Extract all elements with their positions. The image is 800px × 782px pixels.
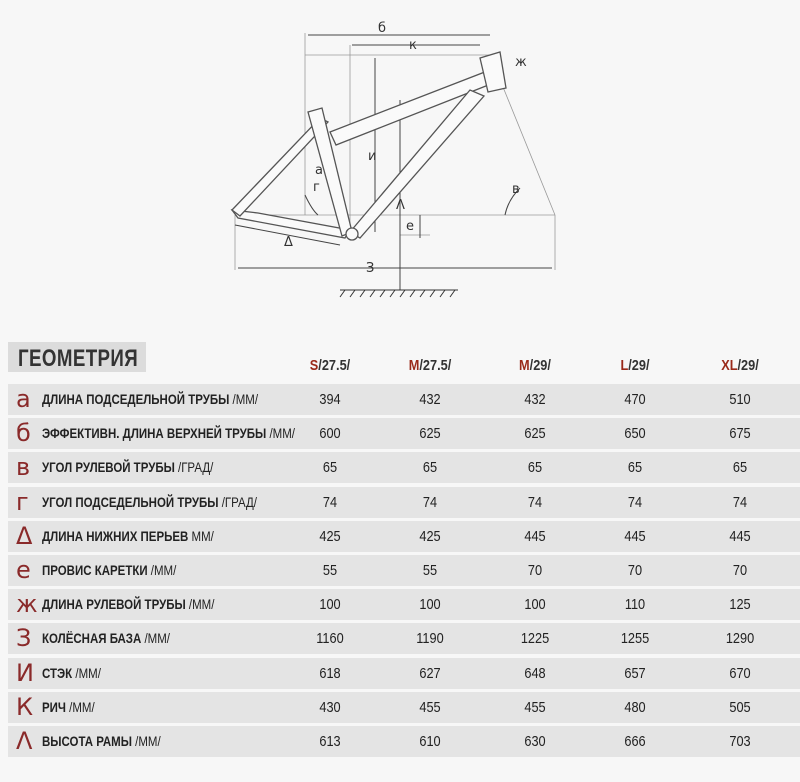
row-unit: /ММ/ (65, 698, 95, 715)
column-header (392, 357, 469, 374)
table-cell: 650 (624, 425, 646, 443)
table-cell: 74 (422, 493, 438, 511)
size-code: L (620, 357, 629, 374)
table-cell: 425 (319, 527, 341, 545)
table-cell: 65 (527, 459, 543, 477)
table-cell: 1225 (520, 630, 550, 648)
table-cell: 70 (527, 562, 543, 579)
table-cell: 703 (729, 733, 751, 750)
column-header (292, 357, 369, 374)
table-cell: 100 (524, 596, 546, 614)
table-row (8, 726, 800, 757)
row-label (42, 391, 258, 407)
row-label (42, 665, 101, 681)
label-a: а (315, 163, 323, 178)
row-label (42, 630, 170, 646)
row-label-text: РИЧ (42, 698, 66, 715)
table-cell: 600 (319, 425, 341, 443)
angle-g-arc (305, 195, 318, 215)
table-cell: 470 (624, 391, 646, 408)
table-cell: 625 (419, 425, 441, 443)
table-row (8, 692, 800, 723)
table-cell: 455 (524, 698, 546, 716)
table-row (8, 555, 800, 586)
row-letter: в (16, 453, 31, 482)
wheel-size: /29/ (628, 357, 650, 374)
row-label-text: ВЫСОТА РАМЫ (42, 733, 132, 749)
page-title: ГЕОМЕТРИЯ (18, 345, 139, 372)
table-cell: 630 (524, 733, 546, 750)
table-cell: 455 (419, 698, 441, 716)
table-cell: 74 (527, 493, 543, 511)
table-cell: 1160 (316, 630, 344, 648)
table-cell: 432 (524, 391, 546, 408)
row-unit: /ММ/ (229, 391, 259, 407)
table-cell: 100 (419, 596, 441, 614)
table-cell: 648 (524, 664, 546, 682)
table-cell: 670 (729, 664, 751, 682)
frame-geometry-diagram (0, 0, 800, 330)
size-code: M (519, 357, 530, 374)
table-cell: 65 (422, 459, 438, 477)
size-code: S (309, 357, 319, 374)
table-cell: 627 (419, 664, 441, 682)
table-cell: 74 (732, 493, 748, 511)
table-cell: 1290 (725, 630, 755, 648)
table-cell: 74 (322, 493, 338, 511)
table-cell: 100 (319, 596, 341, 614)
row-label-text: УГОЛ РУЛЕВОЙ ТРУБЫ (42, 459, 175, 476)
row-unit: /ММ/ (72, 664, 101, 681)
row-unit: /ММ/ (266, 425, 295, 442)
row-unit: /ММ/ (141, 630, 170, 647)
table-cell: 510 (729, 391, 751, 408)
column-header (497, 357, 574, 374)
table-cell: 613 (319, 733, 341, 750)
table-cell: 445 (729, 527, 751, 545)
bottom-bracket (346, 228, 358, 240)
row-unit: ММ/ (188, 527, 214, 544)
table-row (8, 623, 800, 654)
table-cell: 55 (422, 562, 438, 579)
row-unit: /ММ/ (131, 733, 161, 749)
row-label-text: УГОЛ ПОДСЕДЕЛЬНОЙ ТРУБЫ (42, 493, 219, 510)
table-cell: 110 (624, 596, 646, 614)
row-label (42, 596, 214, 612)
row-label-text: КОЛЁСНАЯ БАЗА (42, 630, 142, 647)
table-row (8, 452, 800, 483)
table-cell: 425 (419, 527, 441, 545)
table-cell: 666 (624, 733, 646, 750)
row-label (42, 425, 295, 441)
column-header (597, 357, 674, 374)
table-cell: 65 (322, 459, 338, 477)
size-code: XL (721, 357, 738, 374)
row-letter: ж (16, 590, 38, 619)
table-row (8, 418, 800, 449)
row-label-text: ДЛИНА ПОДСЕДЕЛЬНОЙ ТРУБЫ (42, 391, 230, 407)
label-v: в (512, 182, 520, 197)
row-unit: /ММ/ (147, 562, 177, 578)
table-cell: 430 (319, 698, 341, 716)
table-cell: 445 (624, 527, 646, 545)
row-letter: г (16, 487, 29, 516)
row-unit: /ГРАД/ (174, 459, 214, 476)
row-letter: б (16, 419, 31, 448)
table-cell: 1190 (416, 630, 444, 648)
row-label-text: СТЭК (42, 664, 73, 681)
table-cell: 432 (419, 391, 441, 408)
row-label (42, 733, 161, 749)
row-label-text: ЭФФЕКТИВН. ДЛИНА ВЕРХНЕЙ ТРУБЫ (42, 425, 267, 442)
wheel-size: /27.5/ (419, 357, 452, 374)
wheel-size: /29/ (529, 357, 551, 374)
table-row (8, 589, 800, 620)
table-cell: 675 (729, 425, 751, 443)
size-code: M (408, 357, 420, 374)
row-letter: а (16, 385, 31, 413)
label-g: г (313, 180, 320, 195)
row-label-text: ДЛИНА НИЖНИХ ПЕРЬЕВ (42, 527, 189, 544)
table-row (8, 384, 800, 415)
row-letter: З (16, 624, 32, 653)
table-row (8, 487, 800, 518)
label-e: е (406, 219, 414, 234)
row-label (42, 494, 257, 510)
row-label-text: ПРОВИС КАРЕТКИ (42, 562, 148, 578)
table-cell: 505 (729, 698, 751, 716)
label-l: Λ (396, 198, 405, 213)
label-b: б (378, 21, 387, 36)
row-letter: И (16, 658, 34, 687)
table-cell: 445 (524, 527, 546, 545)
row-label (42, 699, 95, 715)
row-label-text: ДЛИНА РУЛЕВОЙ ТРУБЫ (42, 596, 186, 613)
wheel-size: /29/ (737, 357, 759, 374)
table-cell: 618 (319, 664, 341, 682)
table-cell: 394 (319, 391, 341, 408)
table-cell: 657 (624, 664, 646, 682)
label-i: и (368, 149, 377, 164)
table-row (8, 521, 800, 552)
chainstay (232, 210, 350, 238)
label-zh: ж (515, 55, 527, 70)
row-letter: е (16, 556, 31, 584)
table-cell: 65 (627, 459, 643, 477)
wheel-size: /27.5/ (318, 357, 351, 374)
row-label (42, 562, 176, 578)
table-cell: 55 (322, 562, 338, 579)
table-cell: 125 (729, 596, 751, 614)
row-letter: Δ (16, 521, 33, 550)
row-letter: Λ (16, 727, 33, 755)
table-cell: 74 (627, 493, 643, 511)
label-k: к (409, 38, 417, 53)
table-cell: 65 (732, 459, 748, 477)
table-cell: 625 (524, 425, 546, 443)
row-unit: /ММ/ (185, 596, 215, 613)
row-letter: К (16, 692, 34, 721)
label-d: Δ (284, 235, 293, 250)
table-cell: 70 (627, 562, 643, 579)
table-cell: 610 (419, 733, 441, 750)
row-unit: /ГРАД/ (218, 493, 257, 510)
table-cell: 1255 (620, 630, 650, 648)
row-label (42, 459, 213, 475)
row-label (42, 528, 214, 544)
column-header (702, 357, 779, 374)
table-cell: 480 (624, 698, 646, 716)
table-cell: 70 (732, 562, 748, 579)
table-row (8, 658, 800, 689)
label-z: З (366, 261, 375, 276)
